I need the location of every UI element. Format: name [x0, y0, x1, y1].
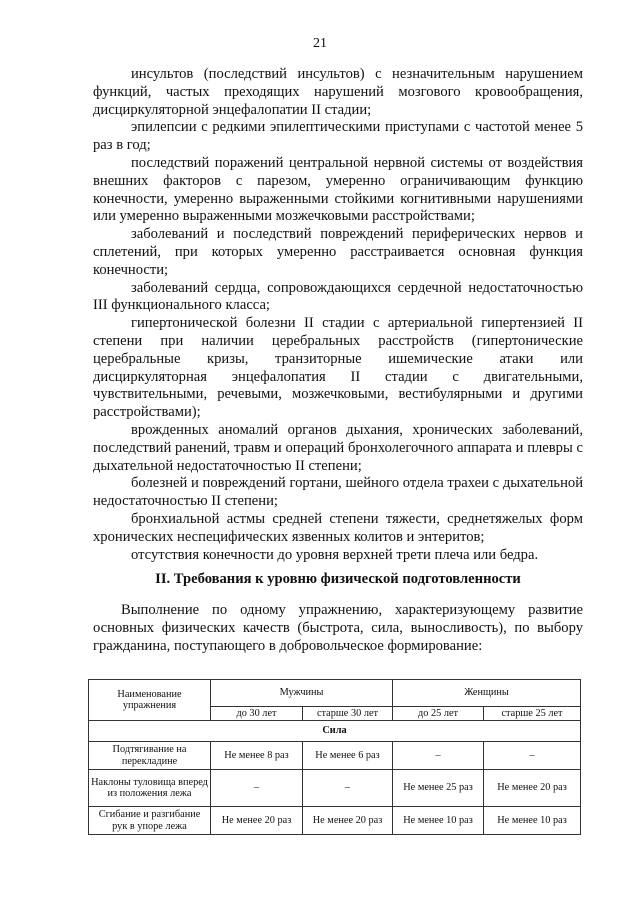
- table-row: [89, 807, 581, 835]
- table-cell: Не менее 20 раз: [211, 807, 303, 835]
- table-cell: –: [211, 770, 303, 807]
- table-cell: Не менее 20 раз: [303, 807, 393, 835]
- header-women: Женщины: [393, 680, 581, 707]
- page-number: 21: [313, 36, 327, 51]
- table-row: [89, 770, 581, 807]
- table-cell: Не менее 20 раз: [484, 770, 581, 807]
- header-men-old: старше 30 лет: [303, 707, 393, 721]
- category-label: Сила: [89, 721, 581, 742]
- table-cell: Не менее 10 раз: [393, 807, 484, 835]
- table-row: [89, 742, 581, 770]
- paragraph: гипертонической болезни II стадии с артериальной гипертензией II степени при наличии церебральных расстройств (гипертонические церебральные кризы, транзиторные ишемические атаки или дисциркуляторная энцефалопатия II стадии с двигательными, чувствительными, речевыми, мозжечковыми, вестибулярными и другими расстройствами);: [93, 315, 583, 421]
- table-cell: –: [484, 742, 581, 770]
- header-men: Мужчины: [211, 680, 393, 707]
- header-women-old: старше 25 лет: [484, 707, 581, 721]
- table-cell: –: [393, 742, 484, 770]
- paragraph: врожденных аномалий органов дыхания, хронических заболеваний, последствий ранений, травм и операций бронхолегочного аппарата и плевры с дыхательной недостаточностью II степени;: [93, 421, 583, 474]
- paragraph: бронхиальной астмы средней степени тяжести, среднетяжелых форм хронических неспецифических язвенных колитов и энтеритов;: [93, 510, 583, 545]
- conditions-list: [93, 66, 583, 564]
- paragraph: последствий поражений центральной нервной системы от воздействия внешних факторов с парезом, умеренно ограничивающим функцию конечности, умеренно выраженными стойкими когнитивными нарушениями или умеренно выраженными мозжечковыми расстройствами;: [93, 154, 583, 225]
- paragraph: болезней и повреждений гортани, шейного отдела трахеи с дыхательной недостаточностью II степени;: [93, 475, 583, 510]
- table-cell: Не менее 8 раз: [211, 742, 303, 770]
- paragraph: инсультов (последствий инсультов) с незначительным нарушением функций, частых преходящих нарушений мозгового кровообращения, дисциркуляторной энцефалопатии II стадии;: [93, 66, 583, 118]
- table-cell: Не менее 25 раз: [393, 770, 484, 807]
- header-women-young: до 25 лет: [393, 707, 484, 721]
- paragraph: отсутствия конечности до уровня верхней трети плеча или бедра.: [131, 546, 539, 563]
- paragraph: заболеваний сердца, сопровождающихся сердечной недостаточностью III функционального класса;: [93, 279, 583, 314]
- fitness-standards-table: [88, 679, 581, 835]
- exercise-name: Сгибание и разгибание рук в упоре лежа: [89, 807, 211, 835]
- table-cell: Не менее 6 раз: [303, 742, 393, 770]
- paragraph: эпилепсии с редкими эпилептическими приступами с частотой менее 5 раз в год;: [93, 119, 583, 154]
- category-row: [89, 721, 581, 742]
- exercise-name: Наклоны туловища вперед из положения лежа: [89, 770, 211, 807]
- section-heading: II. Требования к уровню физической подготовленности: [155, 571, 521, 587]
- table-cell: Не менее 10 раз: [484, 807, 581, 835]
- table-header-row: [89, 680, 581, 707]
- intro-paragraph: Выполнение по одному упражнению, характеризующему развитие основных физических качеств (быстрота, сила, выносливость), по выбору гражданина, поступающего в добровольческое формирование:: [93, 602, 583, 654]
- header-men-young: до 30 лет: [211, 707, 303, 721]
- exercise-name: Подтягивание на перекладине: [89, 742, 211, 770]
- table-cell: –: [303, 770, 393, 807]
- paragraph: заболеваний и последствий повреждений периферических нервов и сплетений, при которых умеренно расстраивается основная функция конечности;: [93, 226, 583, 278]
- header-exercise-name: Наименование упражнения: [89, 680, 211, 721]
